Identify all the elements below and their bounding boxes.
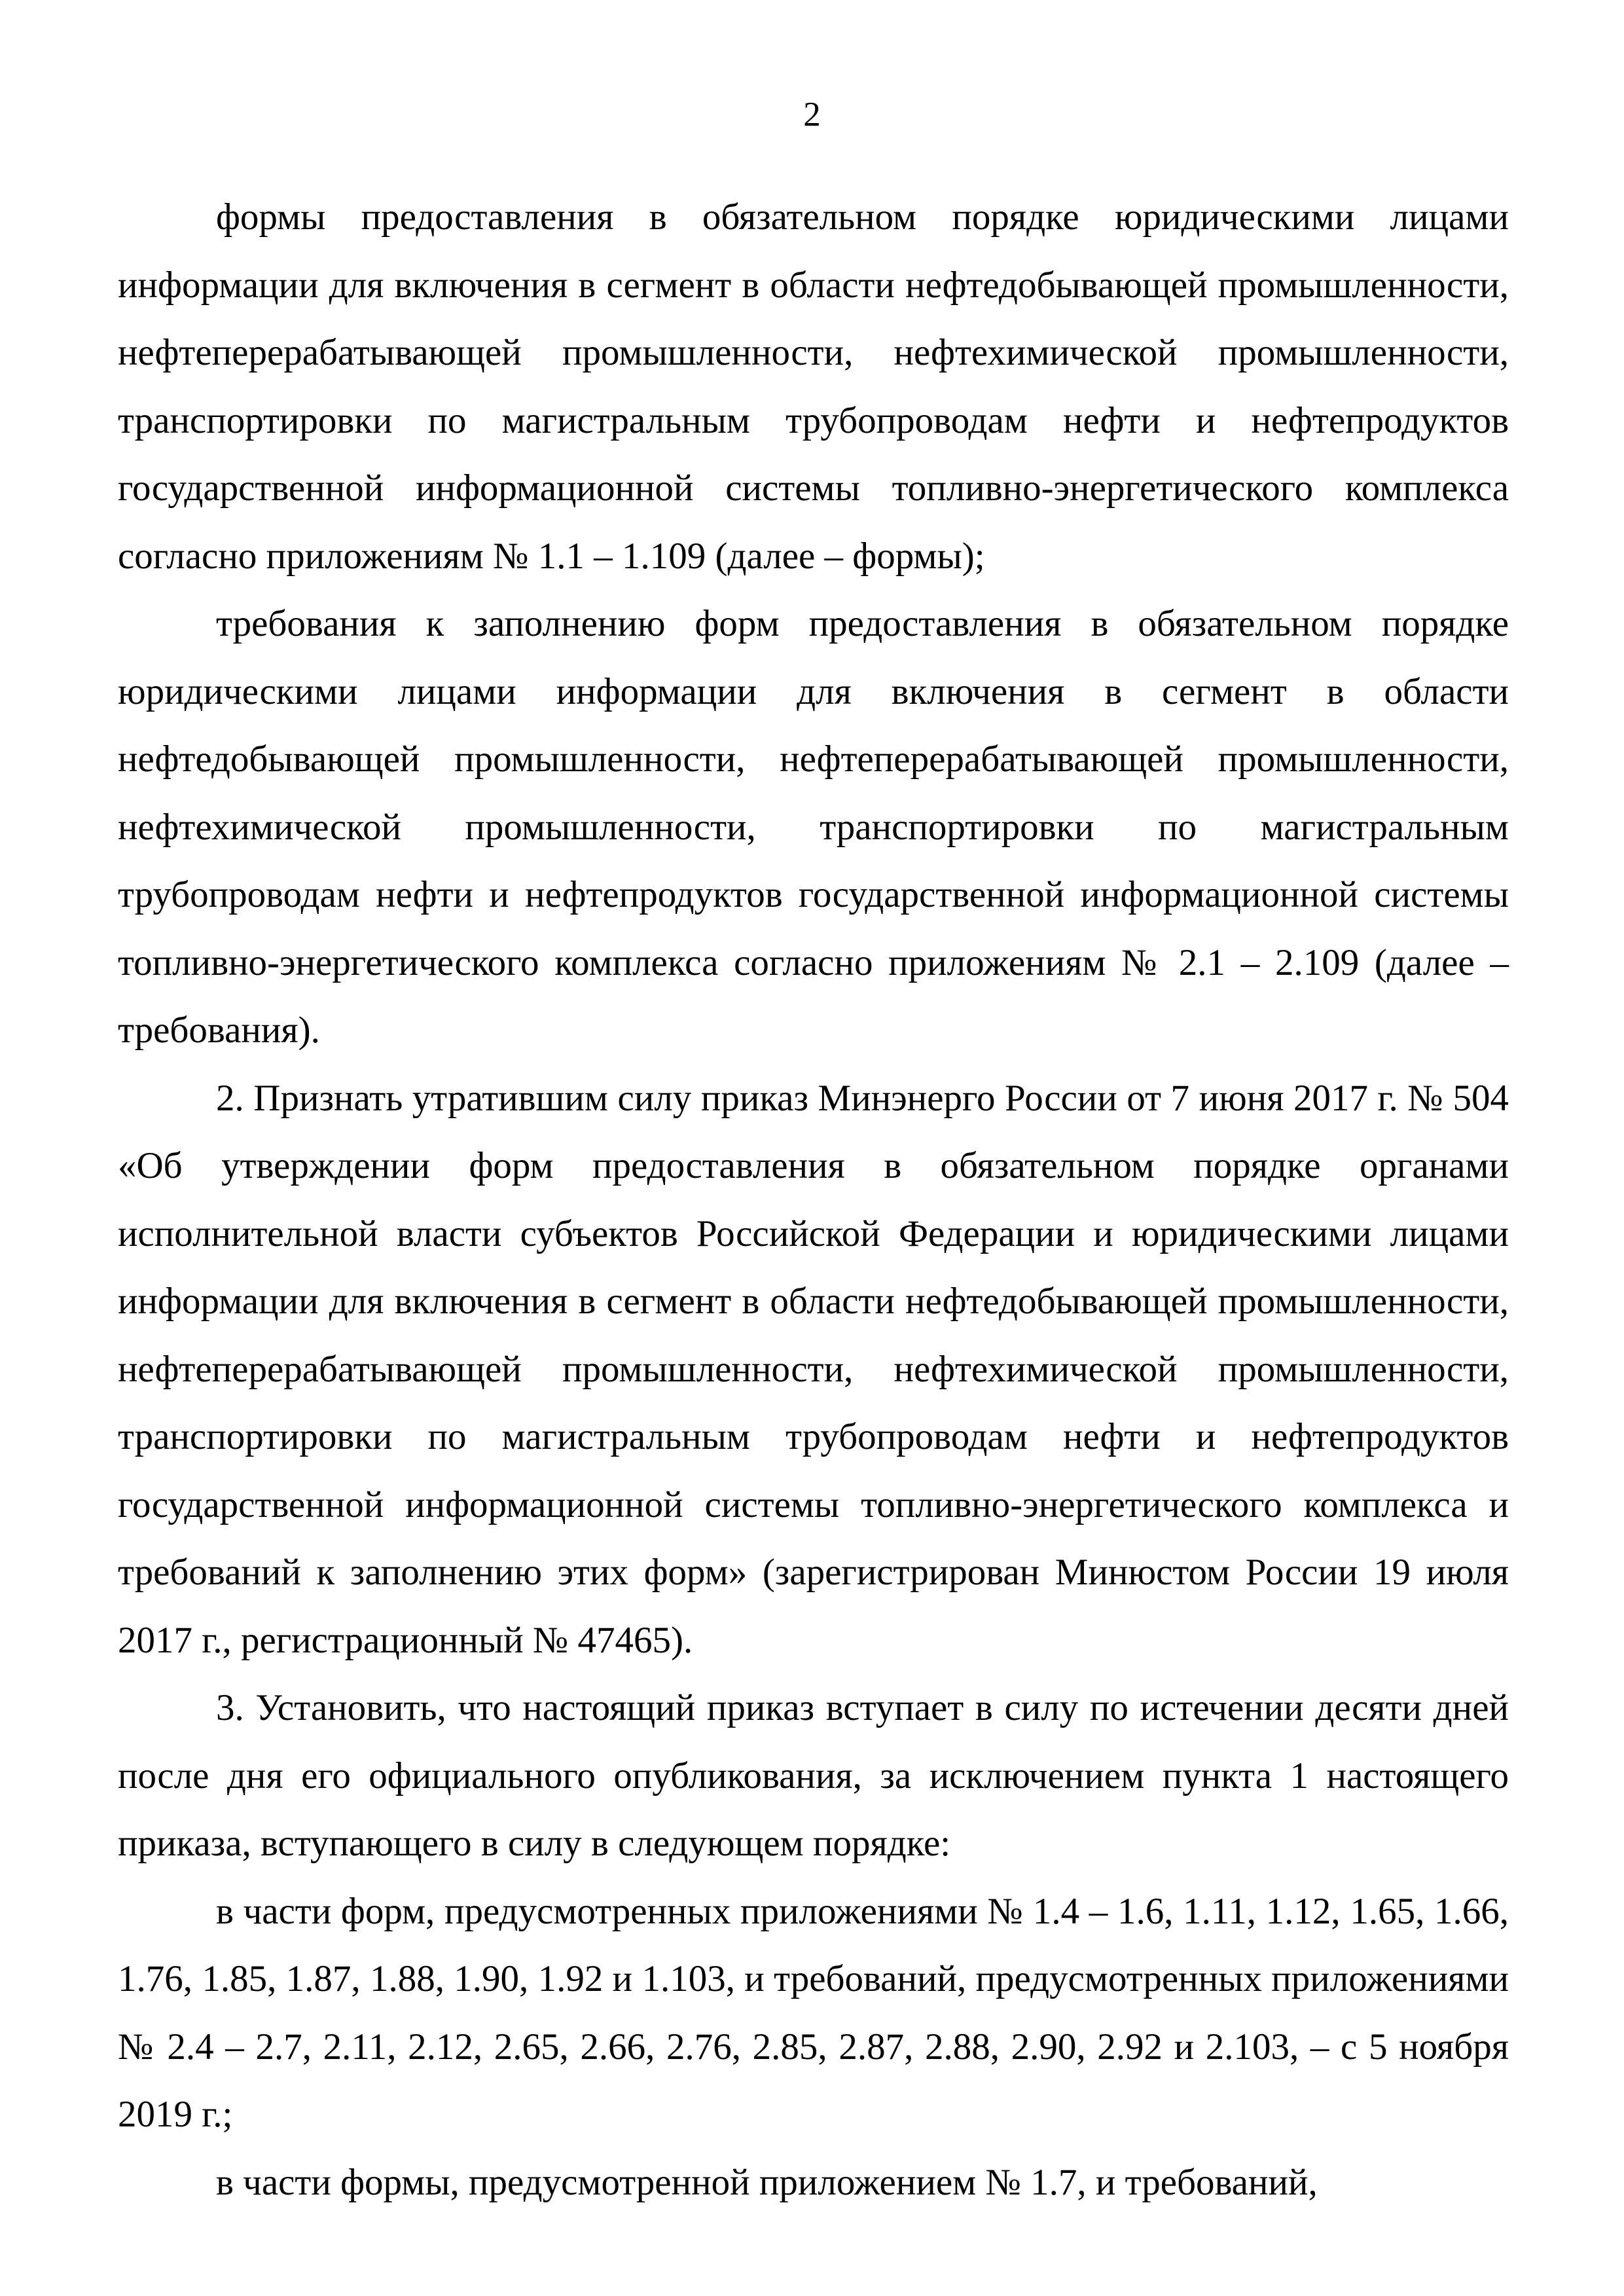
paragraph-item-2: 2. Признать утратившим силу приказ Минэнерго России от 7 июня 2017 г. № 504 «Об утверждении форм предоставления в обязательном порядке органами исполнительной власти субъектов Российской Федерации и юридическими лицами информации для включения в сегмент в области нефтедобывающей промышленности, нефтеперерабатывающей промышленности, нефтехимической промышленности, транспортировки по магистральным трубопроводам нефти и нефтепродуктов государственной информационной системы топливно-энергетического комплекса и требований к заполнению этих форм» (зарегистрирован Минюстом России 19 июля 2017 г., регистрационный № 47465). bbox=[118, 1077, 1509, 1661]
paragraph-forms-part-2: в части формы, предусмотренной приложением № 1.7, и требований, bbox=[216, 2161, 1318, 2203]
paragraph-requirements: требования к заполнению форм предоставления в обязательном порядке юридическими лицами информации для включения в сегмент в области нефтедобывающей промышленности, нефтеперерабатывающей промышленности, нефтехимической промышленности, транспортировки по магистральным трубопроводам нефти и нефтепродуктов государственной информационной системы топливно-энергетического комплекса согласно приложениям № 2.1 – 2.109 (далее – требования). bbox=[118, 603, 1509, 1051]
page-number: 2 bbox=[803, 96, 821, 134]
paragraph-item-3: 3. Установить, что настоящий приказ вступает в силу по истечении десяти дней после дня его официального опубликования, за исключением пункта 1 настоящего приказа, вступающего в силу в следующем порядке: bbox=[118, 1687, 1509, 1864]
document-body bbox=[118, 183, 1509, 2216]
paragraph-forms-part-1: в части форм, предусмотренных приложениями № 1.4 – 1.6, 1.11, 1.12, 1.65, 1.66, 1.76, 1.85, 1.87, 1.88, 1.90, 1.92 и 1.103, и требований, предусмотренных приложениями № 2.4 – 2.7, 2.11, 2.12, 2.65, 2.66, 2.76, 2.85, 2.87, 2.88, 2.90, 2.92 и 2.103, – с 5 ноября 2019 г.; bbox=[118, 1890, 1509, 2135]
paragraph-forms: формы предоставления в обязательном порядке юридическими лицами информации для включения в сегмент в области нефтедобывающей промышленности, нефтеперерабатывающей промышленности, нефтехимической промышленности, транспортировки по магистральным трубопроводам нефти и нефтепродуктов государственной информационной системы топливно-энергетического комплекса согласно приложениям № 1.1 – 1.109 (далее – формы); bbox=[118, 196, 1509, 577]
